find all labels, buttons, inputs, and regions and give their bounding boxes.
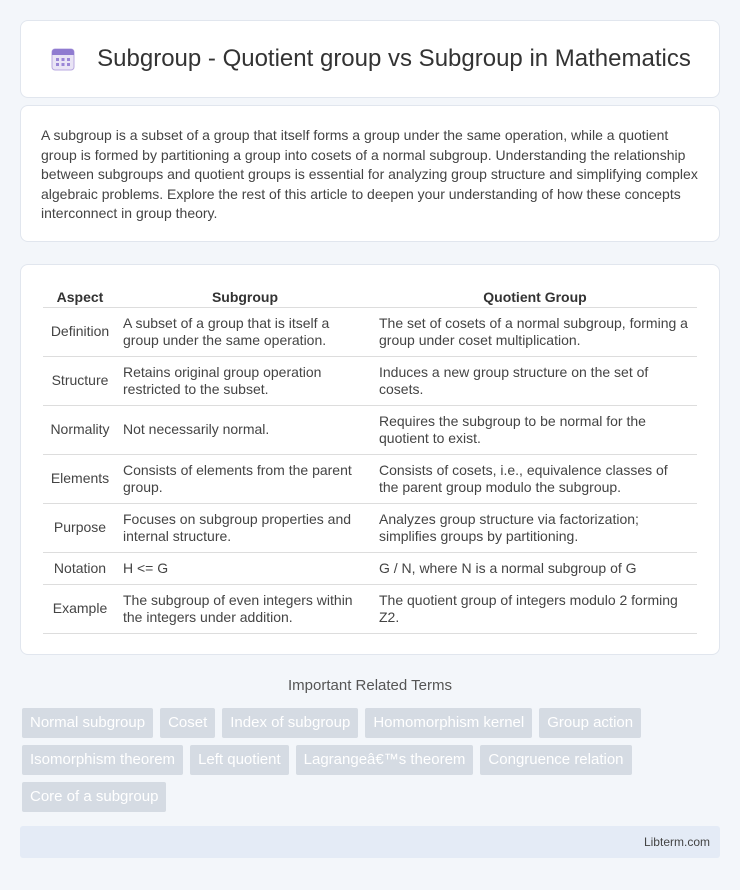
table-row [43, 585, 697, 634]
quotient-cell: The set of cosets of a normal subgroup, forming a group under coset multiplication. [373, 308, 697, 357]
table-row [43, 553, 697, 585]
subgroup-cell: Not necessarily normal. [117, 406, 373, 455]
quotient-cell: Analyzes group structure via factorization; simplifies groups by partitioning. [373, 504, 697, 553]
comparison-table [43, 285, 697, 634]
related-term-tag[interactable]: Homomorphism kernel [365, 708, 532, 738]
aspect-cell: Definition [43, 308, 117, 357]
calendar-grid-icon [49, 45, 77, 73]
column-header-quotient-group: Quotient Group [373, 285, 697, 308]
aspect-cell: Purpose [43, 504, 117, 553]
related-term-tag[interactable]: Left quotient [190, 745, 289, 775]
related-term-tag[interactable]: Core of a subgroup [22, 782, 166, 812]
title-wrap [49, 45, 691, 73]
quotient-cell: The quotient group of integers modulo 2 forming Z2. [373, 585, 697, 634]
aspect-cell: Notation [43, 553, 117, 585]
table-header-row [43, 285, 697, 308]
header-card [20, 20, 720, 98]
footer [20, 826, 720, 858]
table-row [43, 308, 697, 357]
intro-card [20, 105, 720, 242]
related-term-tag[interactable]: Index of subgroup [222, 708, 358, 738]
column-header-subgroup: Subgroup [117, 285, 373, 308]
table-row [43, 406, 697, 455]
subgroup-cell: A subset of a group that is itself a group under the same operation. [117, 308, 373, 357]
related-term-tag[interactable]: Group action [539, 708, 641, 738]
footer-site-link[interactable]: Libterm.com [643, 835, 710, 849]
quotient-cell: Induces a new group structure on the set of cosets. [373, 357, 697, 406]
subgroup-cell: Focuses on subgroup properties and internal structure. [117, 504, 373, 553]
subgroup-cell: Consists of elements from the parent group. [117, 455, 373, 504]
quotient-cell: Requires the subgroup to be normal for the quotient to exist. [373, 406, 697, 455]
subgroup-cell: The subgroup of even integers within the integers under addition. [117, 585, 373, 634]
page-title: Subgroup - Quotient group vs Subgroup in Mathematics [97, 45, 691, 72]
related-term-tag[interactable]: Congruence relation [480, 745, 631, 775]
related-term-tag[interactable]: Isomorphism theorem [22, 745, 183, 775]
subgroup-cell: H <= G [117, 553, 373, 585]
aspect-cell: Example [43, 585, 117, 634]
table-row [43, 504, 697, 553]
quotient-cell: Consists of cosets, i.e., equivalence classes of the parent group modulo the subgroup. [373, 455, 697, 504]
aspect-cell: Structure [43, 357, 117, 406]
intro-text: A subgroup is a subset of a group that itself forms a group under the same operation, while a quotient group is formed by partitioning a group into cosets of a normal subgroup. Understanding the relationship between subgroups and quotient groups is essential for analyzing group structure and simplifying complex algebraic problems. Explore the rest of this article to deepen your understanding of how these concepts interconnect in group theory. [41, 127, 698, 221]
column-header-aspect: Aspect [43, 285, 117, 308]
related-term-tag[interactable]: Lagrangeâ€™s theorem [296, 745, 474, 775]
related-term-tag[interactable]: Normal subgroup [22, 708, 153, 738]
subgroup-cell: Retains original group operation restricted to the subset. [117, 357, 373, 406]
comparison-table-card [20, 264, 720, 655]
aspect-cell: Elements [43, 455, 117, 504]
related-terms-title: Important Related Terms [288, 677, 452, 694]
related-term-tag[interactable]: Coset [160, 708, 215, 738]
quotient-cell: G / N, where N is a normal subgroup of G [373, 553, 697, 585]
table-row [43, 455, 697, 504]
table-row [43, 357, 697, 406]
aspect-cell: Normality [43, 406, 117, 455]
related-terms-list [22, 708, 712, 812]
